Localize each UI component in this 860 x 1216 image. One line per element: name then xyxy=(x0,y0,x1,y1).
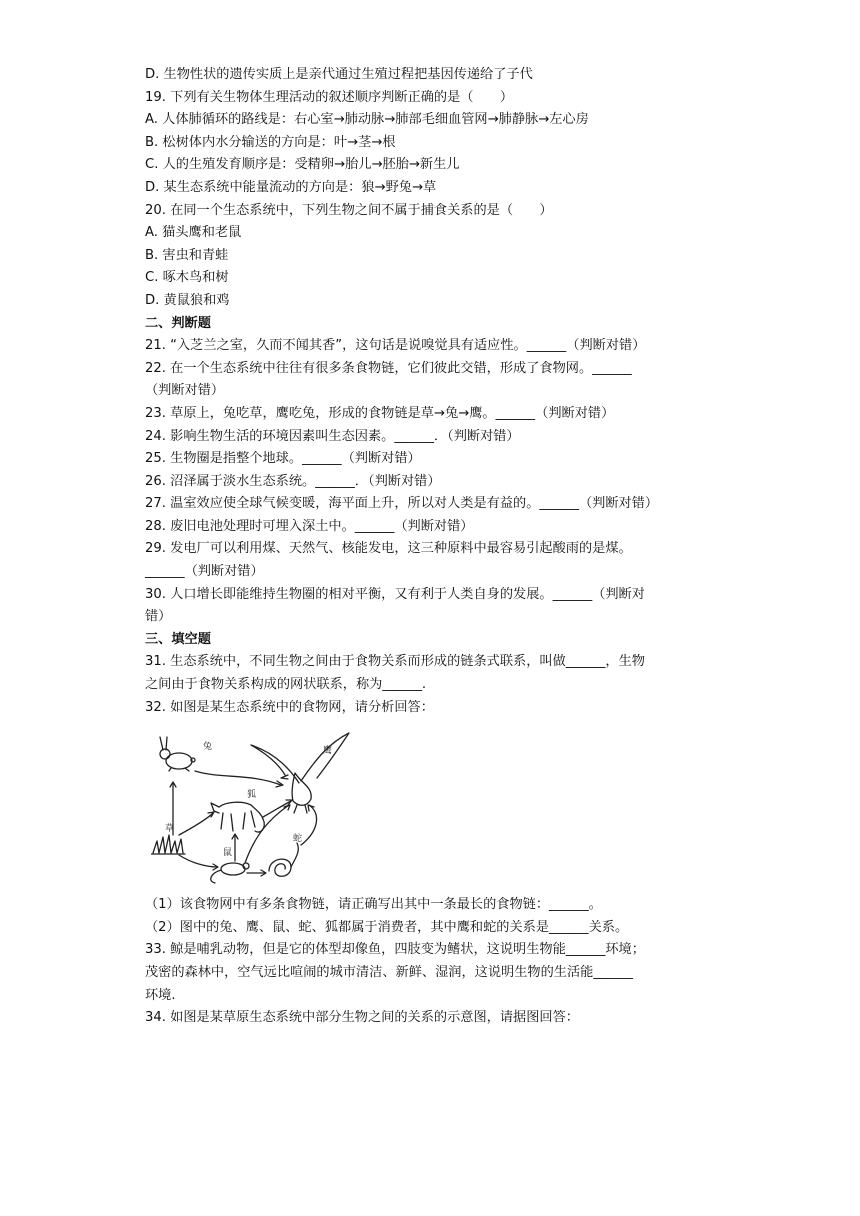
q29-continued: ______（判断对错） xyxy=(145,564,264,580)
q29: 29. 发电厂可以利用煤、天然气、核能发电，这三种原料中最容易引起酸雨的是煤。 xyxy=(145,541,632,557)
q30-continued: 错） xyxy=(145,609,172,625)
grass-drawing xyxy=(151,835,185,854)
rabbit-drawing xyxy=(160,737,195,771)
label-rabbit: 兔 xyxy=(203,742,213,753)
q22-continued: （判断对错） xyxy=(145,383,225,399)
section-heading-fill-blank: 三、填空题 xyxy=(145,631,211,647)
q32-part2: （2）图中的兔、鹰、鼠、蛇、狐都属于消费者，其中鹰和蛇的关系是______关系。 xyxy=(145,919,629,935)
q20-option-d: D. 黄鼠狼和鸡 xyxy=(145,292,230,308)
q30: 30. 人口增长即能维持生物圈的相对平衡，又有利于人类自身的发展。______（判断对 xyxy=(145,586,645,602)
q28: 28. 废旧电池处理时可埋入深土中。______（判断对错） xyxy=(145,518,474,534)
q31: 31. 生态系统中，不同生物之间由于食物关系而形成的链条式联系，叫做______，生物 xyxy=(145,654,645,670)
q22: 22. 在一个生态系统中往往有很多条食物链，它们彼此交错，形成了食物网。______ xyxy=(145,360,632,376)
q19-option-c: C. 人的生殖发育顺序是：受精卵→胎儿→胚胎→新生儿 xyxy=(145,157,460,173)
q20-option-b: B. 害虫和青蛙 xyxy=(145,247,229,263)
document-content xyxy=(145,64,723,1030)
q19-option-a: A. 人体肺循环的路线是：右心室→肺动脉→肺部毛细血管网→肺静脉→左心房 xyxy=(145,112,589,128)
snake-drawing xyxy=(269,843,298,876)
q32-part1: （1）该食物网中有多条食物链，请正确写出其中一条最长的食物链：______。 xyxy=(145,897,602,913)
section-heading-judgement: 二、判断题 xyxy=(145,315,211,331)
q33: 33. 鲸是哺乳动物，但是它的体型却像鱼，四肢变为鳍状，这说明生物能______环境； xyxy=(145,942,645,958)
q20-option-a: A. 猫头鹰和老鼠 xyxy=(145,225,242,241)
q18-option-d: D. 生物性状的遗传实质上是亲代通过生殖过程把基因传递给了子代 xyxy=(145,67,533,82)
q19-stem: 19. 下列有关生物体生理活动的叙述顺序判断正确的是（ ） xyxy=(145,89,514,105)
label-snake: 蛇 xyxy=(293,834,303,845)
q24: 24. 影响生物生活的环境因素叫生态因素。______．（判断对错） xyxy=(145,428,520,444)
label-grass: 草 xyxy=(165,824,175,835)
q21: 21. “入芝兰之室，久而不闻其香”，这句话是说嗅觉具有适应性。______（判断对错） xyxy=(145,338,646,354)
q23: 23. 草原上，兔吃草，鹰吃兔，形成的食物链是草→兔→鹰。______（判断对错） xyxy=(145,405,615,421)
q25: 25. 生物圈是指整个地球。______（判断对错） xyxy=(145,451,421,467)
q19-option-b: B. 松树体内水分输送的方向是：叶→茎→根 xyxy=(145,134,396,150)
q26: 26. 沼泽属于淡水生态系统。______．（判断对错） xyxy=(145,473,441,489)
label-fox: 狐 xyxy=(247,790,257,801)
q31-continued: 之间由于食物关系构成的网状联系，称为______. xyxy=(145,677,427,693)
q20-option-c: C. 啄木鸟和树 xyxy=(145,270,229,286)
eagle-drawing xyxy=(251,733,349,813)
q27: 27. 温室效应使全球气候变暖，海平面上升，所以对人类是有益的。______（判断对错） xyxy=(145,496,659,512)
label-mouse: 鼠 xyxy=(223,848,233,859)
q20-stem: 20. 在同一个生态系统中，下列生物之间不属于捕食关系的是（ ） xyxy=(145,202,553,218)
q33-end: 环境. xyxy=(145,987,176,1003)
q34-stem: 34. 如图是某草原生态系统中部分生物之间的关系的示意图，请据图回答： xyxy=(145,1010,579,1026)
label-eagle: 鹰 xyxy=(323,746,333,757)
food-web-drawing xyxy=(151,723,361,888)
q33-continued: 茂密的森林中，空气远比喧闹的城市清洁、新鲜、湿润，这说明生物的生活能______ xyxy=(145,965,633,980)
q32-stem: 32. 如图是某生态系统中的食物网，请分析回答： xyxy=(145,699,434,715)
q19-option-d: D. 某生态系统中能量流动的方向是：狼→野兔→草 xyxy=(145,179,437,195)
fox-drawing xyxy=(211,802,264,832)
food-web-figure xyxy=(151,723,361,888)
